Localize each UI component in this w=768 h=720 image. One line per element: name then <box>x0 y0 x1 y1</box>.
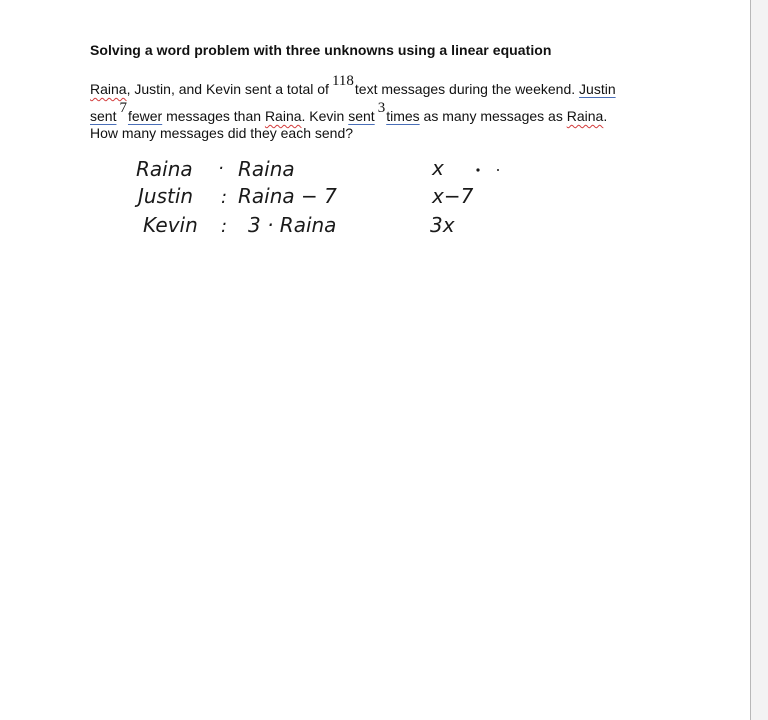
word-fewer: fewer <box>127 108 163 124</box>
hw-var-x: x <box>432 156 444 180</box>
times-number: 3 <box>377 100 386 116</box>
hw-separator: : <box>221 187 228 208</box>
text-segment: . <box>603 108 608 124</box>
hw-name-kevin: Kevin <box>143 213 198 237</box>
page-gutter <box>751 0 768 720</box>
hw-expr-3-raina: 3 · Raina <box>248 213 337 237</box>
word-raina: Raina <box>264 108 302 124</box>
hw-separator: : <box>221 216 228 237</box>
problem-line-3: How many messages did they each send? <box>90 125 354 141</box>
text-segment: , Justin, and Kevin sent a total of <box>126 81 329 97</box>
fewer-number: 7 <box>119 100 127 116</box>
text-segment: . Kevin <box>301 108 345 124</box>
word-raina: Raina <box>90 81 127 97</box>
text-segment: messages than <box>166 108 262 124</box>
hw-var-3x: 3x <box>430 213 455 237</box>
word-times: times <box>386 108 420 124</box>
document-title: Solving a word problem with three unknowns using a linear equation <box>90 42 552 58</box>
hw-name-justin: Justin <box>138 184 194 208</box>
word-sent: sent <box>348 108 375 124</box>
hw-name-raina: Raina <box>136 157 193 181</box>
hw-expr-raina: Raina <box>238 157 295 181</box>
word-justin: Justin <box>579 81 616 97</box>
pen-dot <box>476 168 479 171</box>
text-segment: as many messages as <box>423 108 563 124</box>
hw-separator: · <box>218 158 224 179</box>
total-number: 118 <box>331 73 354 89</box>
word-sent: sent <box>90 108 117 124</box>
pen-dot <box>497 169 499 171</box>
word-raina: Raina <box>566 108 604 124</box>
text-segment: text messages during the weekend. <box>354 81 576 97</box>
hw-expr-raina-minus-7: Raina − 7 <box>238 184 337 208</box>
hw-var-x-minus-7: x−7 <box>432 184 474 208</box>
